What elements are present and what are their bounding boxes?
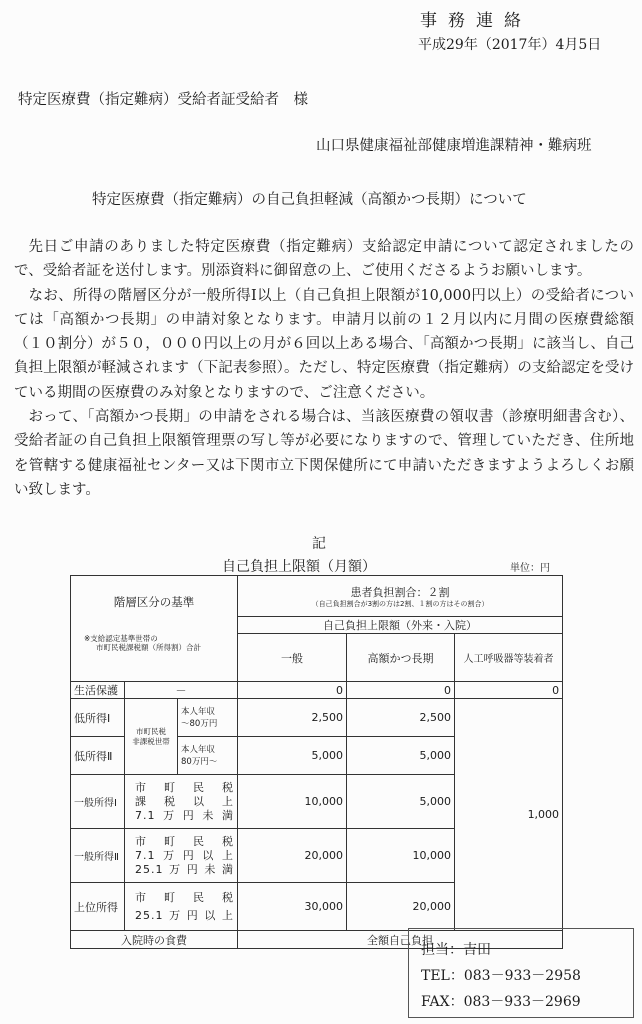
col-high-long: 高額かつ長期 xyxy=(347,634,455,682)
ratio-note: （自己負担割合が3割の方は2割、１割の方はその割合） xyxy=(311,599,489,608)
body-text xyxy=(14,235,634,502)
meal-label: 入院時の食費 xyxy=(71,931,238,949)
body-paragraph: おって、「高額かつ長期」の申請をされる場合は、当該医療費の領収書（診療明細書含む）、受給者証の自己負担上限額管理票の写し等が必要になりますので、管理していただき、住所地を管轄する健康福祉センター又は下関市立下関保健所にて申請いただきますようよろしくお願い致します。 xyxy=(14,409,634,498)
table-row xyxy=(71,682,563,699)
cell-general: 0 xyxy=(238,682,347,699)
row-label: 一般所得Ⅰ xyxy=(71,775,125,829)
criteria-line: 市町民税 xyxy=(135,780,235,794)
unit-label: 単位：円 xyxy=(510,563,550,574)
criteria-line: 市町民税 xyxy=(135,834,235,848)
cell-ventilator-shared: 1,000 xyxy=(455,699,563,931)
row-criteria xyxy=(125,775,238,829)
low-group-line-2: 非課税世帯 xyxy=(132,736,170,746)
cell-general: 30,000 xyxy=(238,883,347,931)
low2-income xyxy=(178,737,238,775)
row-label: 低所得Ⅰ xyxy=(71,699,125,737)
criteria-line: 7.1万円以上 xyxy=(135,848,235,862)
cell-general: 2,500 xyxy=(238,699,347,737)
cell-general: 20,000 xyxy=(238,829,347,883)
table-title: 自己負担上限額（月額） xyxy=(222,559,376,575)
cell-high-long: 10,000 xyxy=(347,829,455,883)
limit-header: 自己負担上限額（外来・入院） xyxy=(238,617,563,634)
classification-label: 階層区分の基準 xyxy=(113,595,195,609)
classification-note-2: 市町民税課税額（所得割）合計 xyxy=(96,643,201,652)
cell-high-long: 5,000 xyxy=(347,775,455,829)
cell-high-long: 20,000 xyxy=(347,883,455,931)
criteria-line: 課税以上 xyxy=(135,794,235,808)
criteria-line: 7.1万円未満 xyxy=(135,808,235,822)
criteria-line: 25.1万円未満 xyxy=(135,862,235,876)
low1-income-line-1: 本人年収 xyxy=(181,706,216,717)
low1-income-line-2: ～80万円 xyxy=(181,718,218,729)
row-label: 上位所得 xyxy=(71,883,125,931)
low-group-line-1: 市町民税 xyxy=(136,726,166,736)
col-general: 一般 xyxy=(238,634,347,682)
sender-line: 山口県健康福祉部健康増進課精神・難病班 xyxy=(316,138,592,154)
contact-tel: TEL：083－933－2958 xyxy=(421,968,581,984)
col-ventilator: 人工呼吸器等装着者 xyxy=(455,634,563,682)
criteria-line: 25.1万円以上 xyxy=(135,908,235,922)
low1-income xyxy=(178,699,238,737)
cell-high-long: 2,500 xyxy=(347,699,455,737)
cell-ventilator: 0 xyxy=(455,682,563,699)
ki-mark: 記 xyxy=(312,536,326,552)
low2-income-line-1: 本人年収 xyxy=(181,744,216,755)
cell-general: 10,000 xyxy=(238,775,347,829)
row-criteria xyxy=(125,829,238,883)
cell-general: 5,000 xyxy=(238,737,347,775)
subject-line: 特定医療費（指定難病）の自己負担軽減（高額かつ長期）について xyxy=(92,192,527,208)
contact-fax: FAX：083－933－2969 xyxy=(421,994,581,1010)
fee-table xyxy=(70,575,563,949)
contact-box xyxy=(408,928,634,1018)
body-paragraph: 先日ご申請のありました特定医療費（指定難病）支給認定申請について認定されましたので、受給者証を送付します。別添資料に御留意の上、ご使用くださるようお願いします。 xyxy=(14,239,634,280)
row-label: 低所得Ⅱ xyxy=(71,737,125,775)
cell-high-long: 0 xyxy=(347,682,455,699)
row-criteria xyxy=(125,883,238,931)
classification-note-1: ※支給認定基準世帯の xyxy=(84,634,158,643)
table-row xyxy=(71,699,563,737)
contact-person: 担当：吉田 xyxy=(421,942,491,958)
row-label: 一般所得Ⅱ xyxy=(71,829,125,883)
ratio-header xyxy=(238,576,563,617)
row-criteria: － xyxy=(125,682,238,699)
low-income-group xyxy=(125,699,178,775)
recipient-line: 特定医療費（指定難病）受給者証受給者 様 xyxy=(18,92,308,108)
row-label: 生活保護 xyxy=(71,682,125,699)
body-paragraph: なお、所得の階層区分が一般所得Ⅰ以上（自己負担上限額が10,000円以上）の受給者については「高額かつ長期」の申請対象となります。申請月以前の１２月以内に月間の医療費総額（１０割分）が５０，０００円以上の月が６回以上ある場合、「高額かつ長期」に該当し、自己負担上限額が軽減されます（下記表参照）。ただし、特定医療費（指定難病）の支給認定を受けている期間の医療費のみ対象となりますので、ご注意ください。 xyxy=(14,287,634,401)
notice-type: 事務連絡 xyxy=(420,11,532,31)
ratio-label: 患者負担割合：２割 xyxy=(350,585,450,599)
cell-high-long: 5,000 xyxy=(347,737,455,775)
criteria-line: 市町民税 xyxy=(135,890,235,904)
low2-income-line-2: 80万円～ xyxy=(181,756,218,767)
classification-header xyxy=(71,576,238,682)
meal-value: 全額自己負担 xyxy=(238,931,563,949)
notice-date: 平成29年（2017年）4月5日 xyxy=(418,37,602,53)
